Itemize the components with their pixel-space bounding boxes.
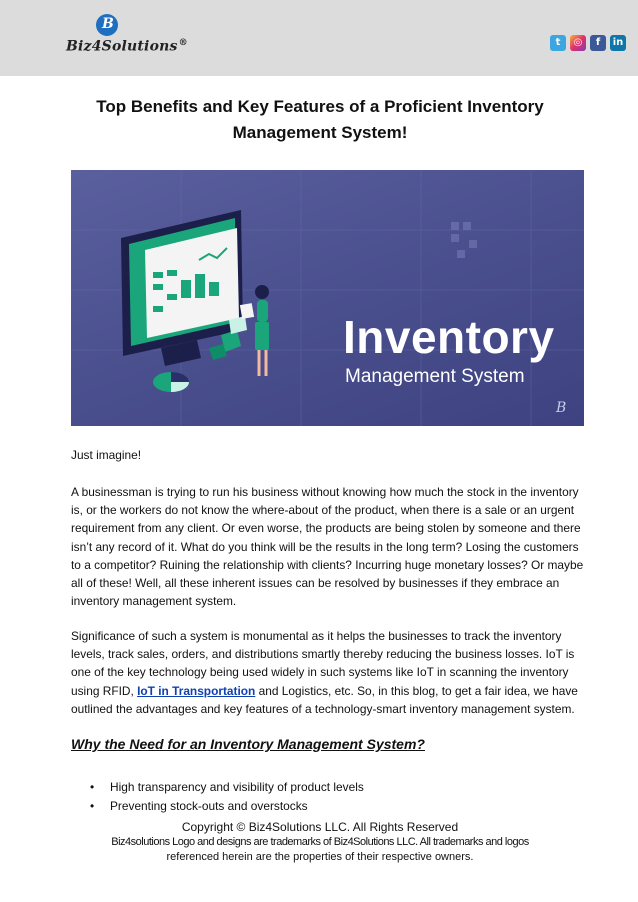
list-item: • High transparency and visibility of product levels xyxy=(90,778,364,797)
benefits-list xyxy=(90,778,364,815)
list-item: • Preventing stock-outs and overstocks xyxy=(90,797,364,816)
linkedin-icon[interactable]: in xyxy=(610,35,626,51)
trademark-text-2: referenced herein are the properties of their respective owners. xyxy=(166,851,474,863)
trademark-text: Biz4solutions Logo and designs are trademarks of Biz4Solutions LLC. All trademarks and logos xyxy=(111,836,529,848)
copyright-text: Copyright © Biz4Solutions LLC. All Rights Reserved xyxy=(181,820,459,834)
twitter-icon[interactable]: t xyxy=(550,35,566,51)
registered-mark: ® xyxy=(178,38,188,48)
page-footer xyxy=(80,820,560,865)
intro-text: Just imagine! xyxy=(71,448,142,462)
biz4solutions-logo[interactable] xyxy=(62,12,188,62)
instagram-icon[interactable]: ◎ xyxy=(570,35,586,51)
iot-transportation-link[interactable]: IoT in Transportation xyxy=(137,683,256,698)
page-title: Top Benefits and Key Features of a Proficient Inventory Management System! xyxy=(96,97,544,142)
social-links xyxy=(550,35,626,51)
hero-subtitle: Management System xyxy=(345,366,525,387)
facebook-icon[interactable]: f xyxy=(590,35,606,51)
hero-logo-mark-icon: B xyxy=(556,400,567,416)
paragraph-2: Significance of such a system is monumental as it helps the businesses to track the inventory levels, track sales, orders, and distributions smartly thereby reducing the business losses. IoT is one of the key technology being used widely in such systems like IoT in scanning the inventory using RFID, IoT in Transportation and Logistics, etc. So, in this blog, to get a fair idea, we have outlined the advantages and key features of a technology-smart inventory management system. xyxy=(71,629,578,716)
section-heading: Why the Need for an Inventory Management System? xyxy=(71,736,425,752)
page-header xyxy=(0,0,638,76)
hero-banner xyxy=(71,170,584,426)
logo-text: Biz4Solutions® xyxy=(66,38,188,55)
hero-title: Inventory xyxy=(343,311,555,363)
logo-mark-icon: B xyxy=(96,14,118,36)
paragraph-1: A businessman is trying to run his business without knowing how much the stock in the inventory is, or the workers do not know the where-about of the product, when there is a sale or an urgent requirement from any client. Or even worse, the products are being stolen by someone and there isn’t any record of it. What do you think will be the results in the long term? Losing the customers to a competitor? Ruining the relationship with clients? Incurring huge monetary losses? Or maybe all of these! Well, all these inherent issues can be resolved by businesses if they embrace an inventory management system. xyxy=(71,485,584,609)
